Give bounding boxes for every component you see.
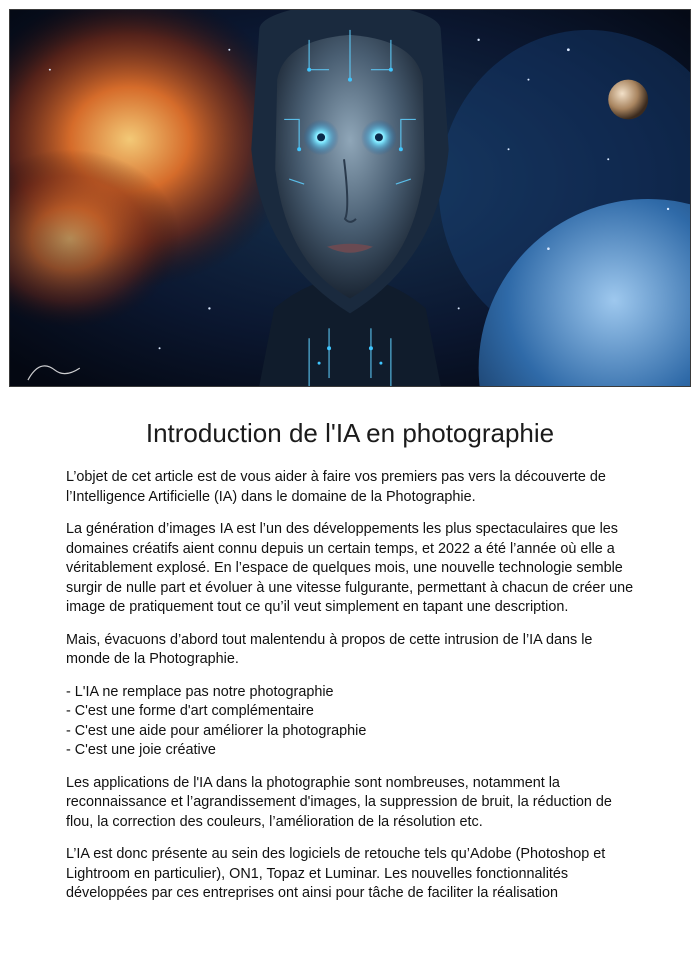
bullet-list xyxy=(66,683,638,761)
list-item: - C'est une aide pour améliorer la photographie xyxy=(66,722,367,739)
list-item: - C'est une forme d'art complémentaire xyxy=(66,703,314,719)
article-body xyxy=(66,468,638,917)
article-title: Introduction de l'IA en photographie xyxy=(145,418,555,448)
list-item: - C'est une joie créative xyxy=(66,742,216,758)
cyborg-illustration xyxy=(10,10,690,386)
hero-image xyxy=(9,9,691,387)
paragraph-generation: La génération d’images IA est l’un des développements les plus spectaculaires que les domaines créatifs aient connu depuis un certain temps, et 2022 a été l’année où elle a véritablement explosé. En l’espace de quelques mois, une nouvelle technologie semble surgir de nulle part et évoluer à une vitesse fulgurante, permettant à chacun de créer une image de pratiquement tout ce qu’il veut simplement en tapant une description. xyxy=(66,521,634,615)
paragraph-software: L’IA est donc présente au sein des logiciels de retouche tels qu’Adobe (Photoshop et Lightroom en particulier), ON1, Topaz et Luminar. Les nouvelles fonctionnalités développées par ces entreprises ont ainsi pour tâche de faciliter la réalisation xyxy=(66,846,606,901)
list-item: - L'IA ne remplace pas notre photographie xyxy=(66,683,334,700)
paragraph-applications: Les applications de l'IA dans la photographie sont nombreuses, notamment la reconnaissance et l’agrandissement d'images, la suppression de bruit, la réduction de flou, la correction des couleurs, l’amélioration de la résolution etc. xyxy=(66,774,612,830)
paragraph-misunderstanding: Mais, évacuons d’abord tout malentendu à propos de cette intrusion de l’IA dans le monde de la Photographie. xyxy=(66,631,593,667)
intro-paragraph: L’objet de cet article est de vous aider à faire vos premiers pas vers la découverte de l’Intelligence Artificielle (IA) dans le domaine de la Photographie. xyxy=(66,469,606,505)
